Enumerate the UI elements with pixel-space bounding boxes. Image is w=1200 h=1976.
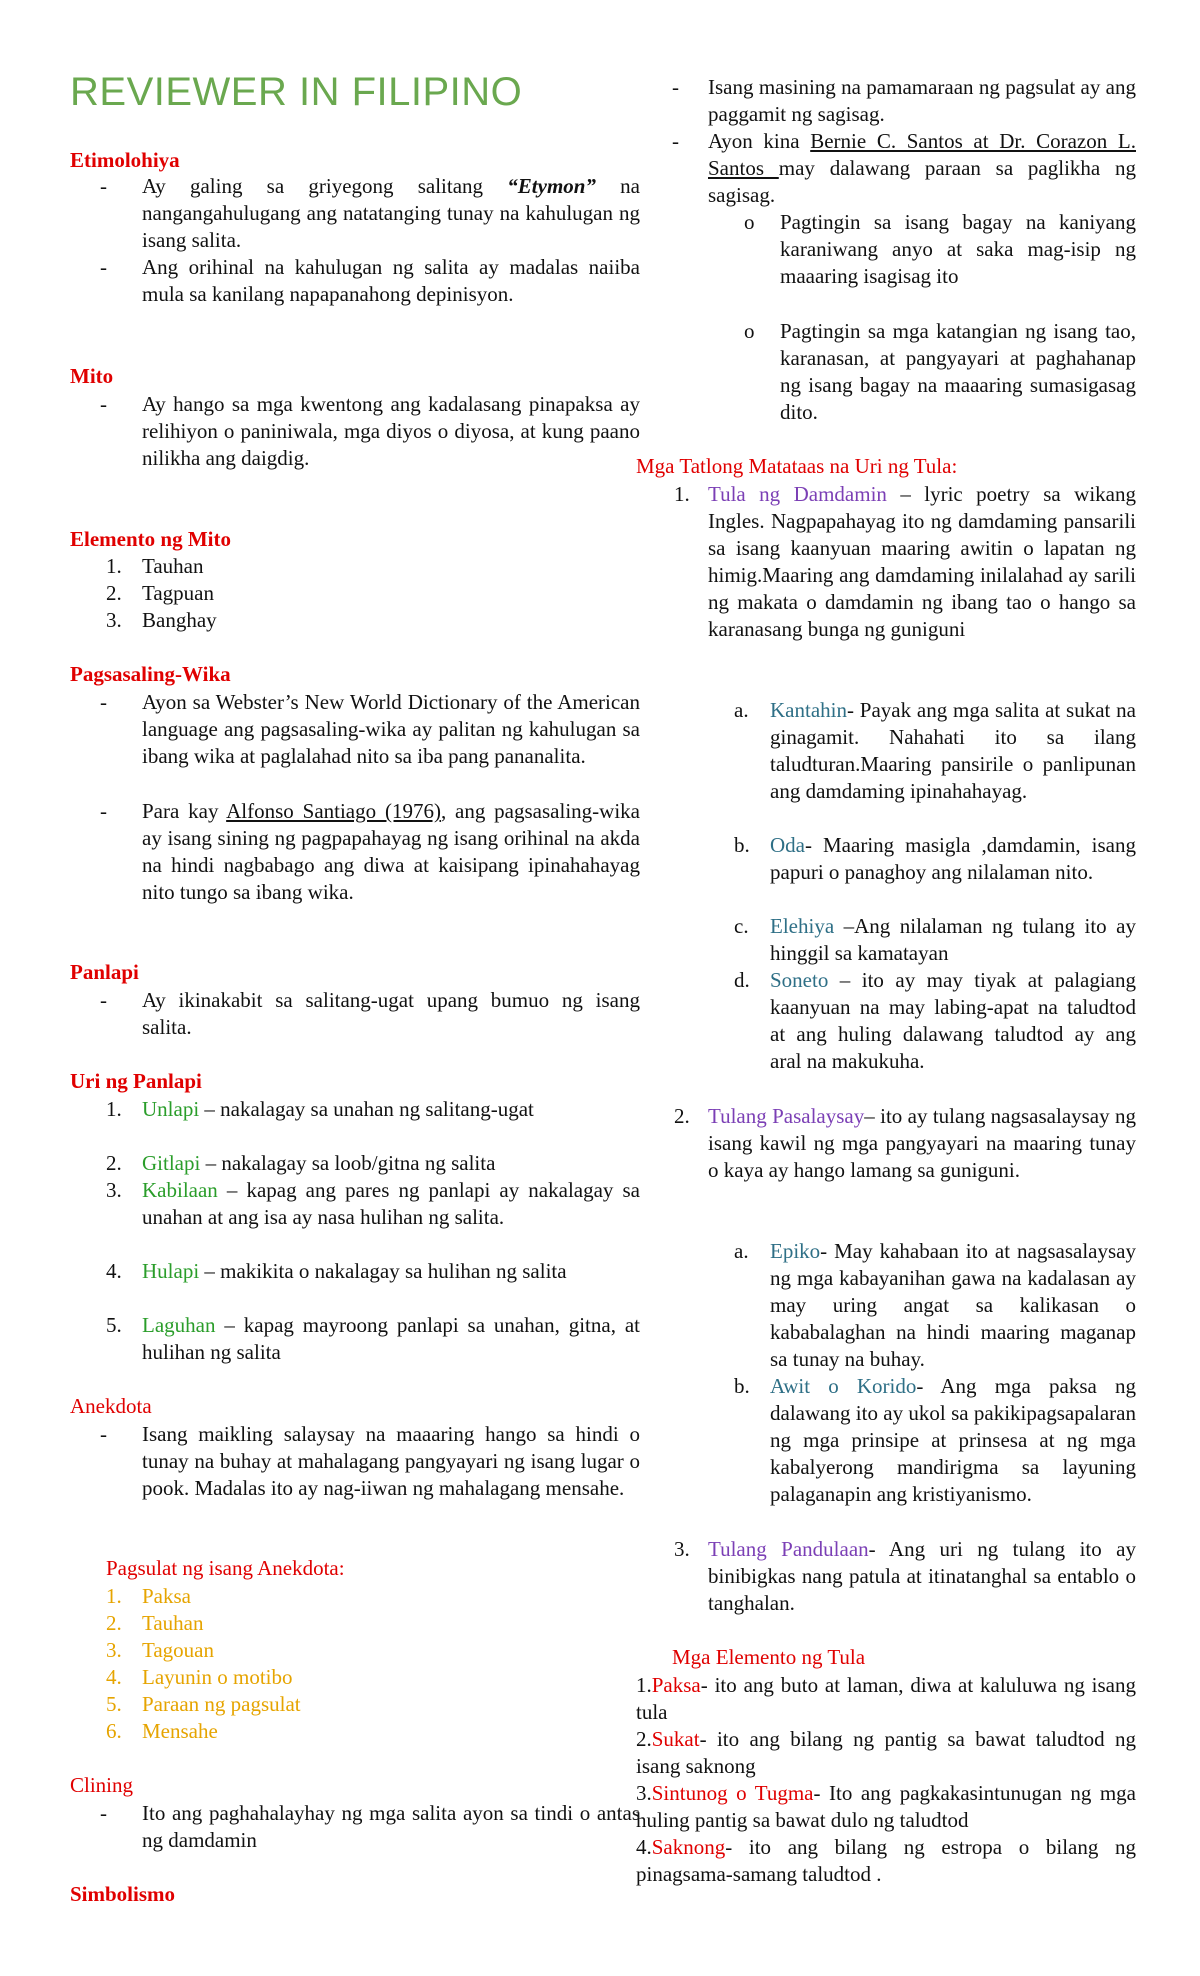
- heading-etimolohiya: Etimolohiya: [70, 148, 180, 172]
- etimolohiya-item-1: Ay galing sa griyegong salitang “Etymon” na nangangahulugang ang natatanging tunay na kahulugan ng isang salita.: [142, 174, 641, 252]
- bullet-dash: -: [100, 1801, 107, 1825]
- list-number: 2.: [106, 1611, 122, 1635]
- heading-uri-panlapi: Uri ng Panlapi: [70, 1069, 202, 1093]
- uri-panlapi-item: Gitlapi – nakalagay sa loob/gitna ng salita: [142, 1151, 496, 1175]
- mito-item: Ay hango sa mga kwentong ang kadalasang pinapaksa ay relihiyon o paniniwala, mga diyos o diyosa, at kung paano nilikha ang daigdig.: [142, 392, 640, 470]
- list-number: 3.: [674, 1537, 690, 1561]
- list-number: 1.: [106, 1584, 122, 1608]
- list-number: 5.: [106, 1692, 122, 1716]
- list-item: Tagouan: [142, 1638, 215, 1662]
- bullet-dash: -: [100, 1422, 107, 1446]
- heading-anekdota: Anekdota: [70, 1394, 152, 1418]
- page-title: REVIEWER IN FILIPINO: [70, 70, 523, 114]
- list-number: 1.: [674, 482, 690, 506]
- list-item: Banghay: [142, 608, 217, 632]
- etimolohiya-item-2: Ang orihinal na kahulugan ng salita ay madalas naiiba mula sa kanilang napapanahong depinisyon.: [142, 255, 640, 306]
- pagsasaling-wika-item-2: Para kay Alfonso Santiago (1976), ang pagsasaling-wika ay isang sining ng pagpapahayag ng isang orihinal na akda na hindi nagbabago ang diwa at kaisipang ipinahahayag nito tungo sa ibang wika.: [142, 799, 640, 904]
- list-number: 3.: [106, 1638, 122, 1662]
- elemento-tula-item: 3.Sintunog o Tugma- Ito ang pagkakasintunugan ng mga huling pantig sa bawat dulo ng taludtod: [636, 1781, 1136, 1832]
- list-letter: c.: [734, 914, 749, 938]
- simbolismo-item-1: Isang masining na pamamaraan ng pagsulat ay ang paggamit ng sagisag.: [708, 75, 1136, 126]
- list-item: Layunin o motibo: [142, 1665, 293, 1689]
- uri-panlapi-item: Kabilaan – kapag ang pares ng panlapi ay nakalagay sa unahan at ang isa ay nasa hulihan ng salita.: [142, 1178, 640, 1229]
- list-number: 1.: [106, 554, 122, 578]
- heading-pagsasaling-wika: Pagsasaling-Wika: [70, 662, 231, 686]
- tula-sub-item: Kantahin- Payak ang mga salita at sukat na ginagamit. Nahahati ito sa ilang taludturan.Maaring pansirile o panlipunan ang damdaming ipinahahayag.: [770, 698, 1136, 803]
- list-letter: d.: [734, 968, 750, 992]
- heading-elemento-tula: Mga Elemento ng Tula: [672, 1645, 866, 1669]
- heading-uri-tula: Mga Tatlong Matataas na Uri ng Tula:: [636, 454, 958, 478]
- list-number: 2.: [106, 581, 122, 605]
- tula-sub-item: Elehiya –Ang nilalaman ng tulang ito ay hinggil sa kamatayan: [770, 914, 1136, 965]
- bullet-dash: -: [100, 799, 107, 823]
- list-number: 3.: [106, 608, 122, 632]
- bullet-dash: -: [100, 392, 107, 416]
- list-letter: b.: [734, 833, 750, 857]
- uri-panlapi-item: Laguhan – kapag mayroong panlapi sa unahan, gitna, at hulihan ng salita: [142, 1313, 640, 1364]
- list-letter: a.: [734, 698, 749, 722]
- list-item: Tagpuan: [142, 581, 215, 605]
- simbolismo-sub-2: Pagtingin sa mga katangian ng isang tao, karanasan, at pangyayari at paghahanap ng isang bagay na maaaring sumasigasag dito.: [780, 319, 1136, 424]
- list-number: 6.: [106, 1719, 122, 1743]
- heading-pagsulat-anekdota: Pagsulat ng isang Anekdota:: [106, 1556, 345, 1580]
- tula-item-1: Tula ng Damdamin – lyric poetry sa wikang Ingles. Nagpapahayag ito ng damdaming pansarili sa isang kaanyuan maaring awitin o lapatan ng himig.Maaring ang damdaming inilalahad ay sarili ng makata o damdamin ng ibang tao o hango sa karanasang bunga ng guniguni: [708, 482, 1136, 641]
- bullet-dash: -: [100, 690, 107, 714]
- circle-bullet: o: [744, 210, 755, 234]
- list-number: 2.: [674, 1104, 690, 1128]
- tula-sub-item: Soneto – ito ay may tiyak at palagiang kaanyuan na may labing-apat na taludtod at ang huling dalawang taludtod ay ang aral na makukuha.: [770, 968, 1136, 1073]
- elemento-tula-item: 2.Sukat- ito ang bilang ng pantig sa bawat taludtod ng isang saknong: [636, 1727, 1136, 1778]
- bullet-dash: -: [672, 75, 679, 99]
- list-number: 4.: [106, 1665, 122, 1689]
- list-number: 5.: [106, 1313, 122, 1337]
- circle-bullet: o: [744, 319, 755, 343]
- list-item: Tauhan: [142, 554, 204, 578]
- bullet-dash: -: [100, 988, 107, 1012]
- elemento-tula-item: 4.Saknong- ito ang bilang ng estropa o bilang ng pinagsama-samang taludtod .: [636, 1835, 1136, 1886]
- clining-item: Ito ang paghahalayhay ng mga salita ayon sa tindi o antas ng damdamin: [142, 1801, 640, 1852]
- uri-panlapi-item: Hulapi – makikita o nakalagay sa hulihan ng salita: [142, 1259, 567, 1283]
- heading-mito: Mito: [70, 364, 114, 388]
- bullet-dash: -: [672, 129, 679, 153]
- elemento-tula-item: 1.Paksa- ito ang buto at laman, diwa at kaluluwa ng isang tula: [636, 1673, 1136, 1724]
- list-number: 1.: [106, 1097, 122, 1121]
- simbolismo-item-2: Ayon kina Bernie C. Santos at Dr. Corazon L. Santos may dalawang paraan sa paglikha ng sagisag.: [708, 129, 1136, 207]
- heading-clining: Clining: [70, 1773, 134, 1797]
- list-letter: b.: [734, 1374, 750, 1398]
- list-item: Tauhan: [142, 1611, 204, 1635]
- heading-simbolismo: Simbolismo: [70, 1882, 176, 1906]
- heading-panlapi: Panlapi: [70, 960, 139, 984]
- list-number: 3.: [106, 1178, 122, 1202]
- tula-sub-item: Oda- Maaring masigla ,damdamin, isang papuri o panaghoy ang nilalaman nito.: [770, 833, 1136, 884]
- pagsasaling-wika-item-1: Ayon sa Webster’s New World Dictionary of the American language ang pagsasaling-wika ay palitan ng kahulugan sa ibang wika at paglalahad nito sa iba pang pananalita.: [142, 690, 640, 768]
- list-number: 2.: [106, 1151, 122, 1175]
- simbolismo-sub-1: Pagtingin sa isang bagay na kaniyang karaniwang anyo at saka mag-isip ng maaaring isagisag ito: [780, 210, 1136, 288]
- list-number: 4.: [106, 1259, 122, 1283]
- list-item: Mensahe: [142, 1719, 218, 1743]
- list-letter: a.: [734, 1239, 749, 1263]
- anekdota-item: Isang maikling salaysay na maaaring hango sa hindi o tunay na buhay at mahalagang pangyayari ng isang lugar o pook. Madalas ito ay nag-iiwan ng mahalagang mensahe.: [142, 1422, 640, 1500]
- heading-elemento-mito: Elemento ng Mito: [70, 527, 231, 551]
- bullet-dash: -: [100, 255, 107, 279]
- panlapi-item: Ay ikinakabit sa salitang-ugat upang bumuo ng isang salita.: [142, 988, 640, 1039]
- list-item: Paksa: [142, 1584, 191, 1608]
- tula-sub-item: Epiko- May kahabaan ito at nagsasalaysay ng mga kabayanihan gawa na kadalasan ay may uring angat sa kalikasan o kababalaghan na hindi maaring maganap sa tunay na buhay.: [770, 1239, 1136, 1371]
- tula-item-2: Tulang Pasalaysay– ito ay tulang nagsasalaysay ng isang kawil ng mga pangyayari na maaring tunay o kaya ay hango lamang sa guniguni.: [708, 1104, 1136, 1182]
- uri-panlapi-item: Unlapi – nakalagay sa unahan ng salitang-ugat: [142, 1097, 534, 1121]
- list-item: Paraan ng pagsulat: [142, 1692, 301, 1716]
- tula-item-3: Tulang Pandulaan- Ang uri ng tulang ito ay binibigkas nang patula at itinatanghal sa entablo o tanghalan.: [708, 1537, 1136, 1615]
- tula-sub-item: Awit o Korido- Ang mga paksa ng dalawang ito ay ukol sa pakikipagsapalaran ng mga prinsipe at prinsesa at ng mga kabalyerong mandirigma sa layuning palaganapin ang kristiyanismo.: [770, 1374, 1136, 1506]
